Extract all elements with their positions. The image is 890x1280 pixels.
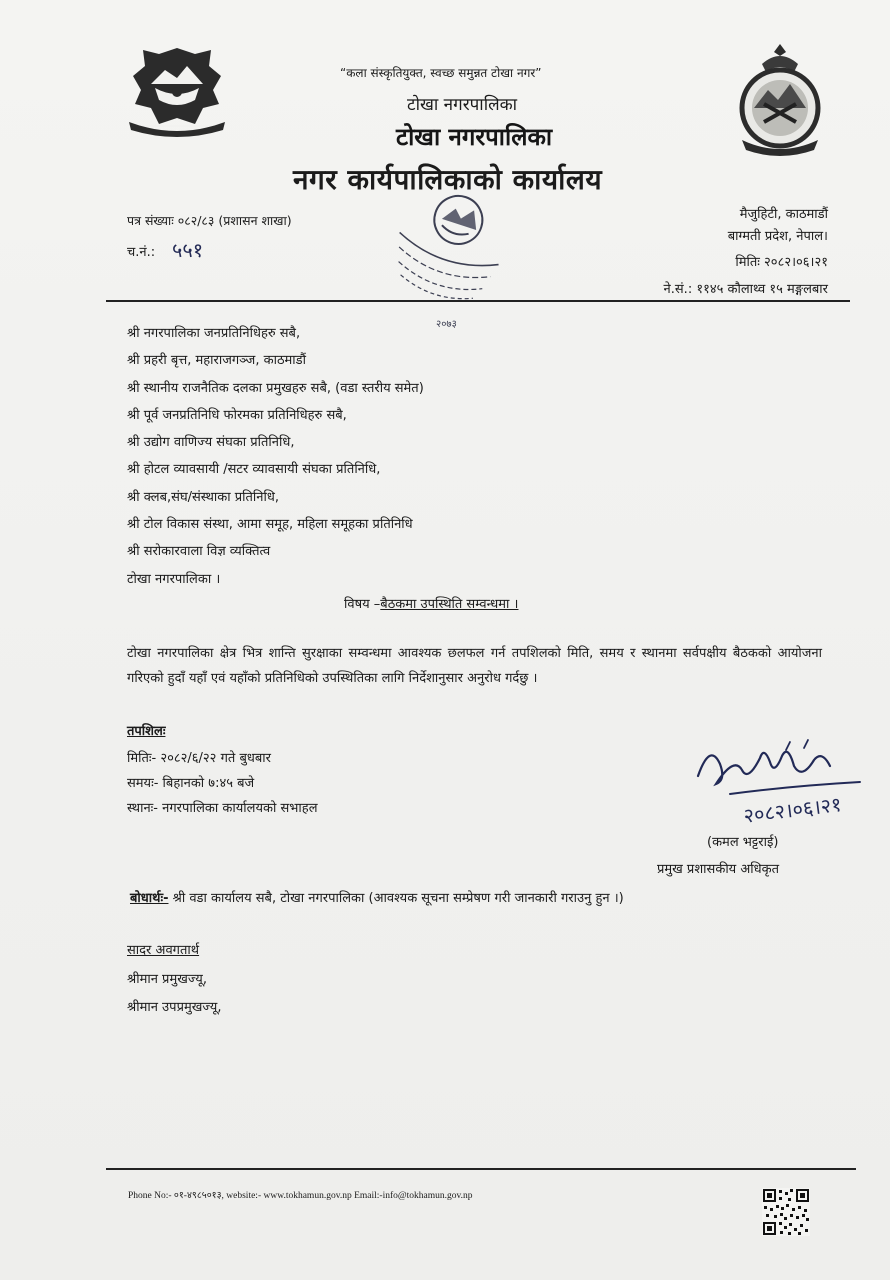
meeting-date: मितिः- २०८२/६/२२ गते बुधबार	[127, 751, 271, 766]
meeting-place: स्थानः- नगरपालिका कार्यालयको सभाहल	[127, 801, 318, 816]
recipient-item: श्री सरोकारवाला विज्ञ व्यक्तित्व	[127, 544, 271, 560]
org-name-stylized: टोखा नगरपालिका	[396, 122, 553, 151]
recipient-item: श्री स्थानीय राजनैतिक दलका प्रमुखहरु सबै, (वडा स्तरीय समेत)	[127, 380, 424, 396]
office-title: नगर कार्यपालिकाको कार्यालय	[293, 163, 603, 196]
stamp-number: २०७३	[436, 319, 457, 330]
info-list	[127, 966, 221, 1022]
address-line1: मैजुहिटी, काठमाडौं	[739, 207, 828, 222]
signature-date: २०८२।०६।२१	[742, 791, 843, 828]
motto: “कला संस्कृतियुक्त, स्वच्छ समुन्नत टोखा नगर”	[340, 66, 542, 80]
recipient-item: श्री उद्योग वाणिज्य संघका प्रतिनिधि,	[127, 435, 295, 451]
letter-date: मितिः २०८२।०६।२१	[735, 255, 828, 270]
subject-prefix: विषय –	[344, 597, 381, 612]
challan-number: ५५१	[172, 238, 204, 262]
recipient-item: श्री टोल विकास संस्था, आमा समूह, महिला समूहका प्रतिनिधि	[127, 517, 413, 533]
nepal-sambat-date: ने.सं.: ११४५ कौलाथ्व १५ मङ्गलबार	[663, 282, 828, 297]
cc-line	[130, 888, 624, 906]
nepal-coat-of-arms-icon	[125, 44, 229, 136]
address-line2: बाग्मती प्रदेश, नेपाल।	[727, 229, 828, 244]
recipient-item: श्री क्लब,संघ/संस्थाका प्रतिनिधि,	[127, 489, 280, 505]
challan-label: च.नं.:	[127, 245, 156, 260]
recipient-list	[127, 320, 424, 593]
recipient-item: टोखा नगरपालिका ।	[127, 571, 221, 587]
subject-line	[344, 594, 518, 612]
letter-number: पत्र संख्याः ०८२/८३ (प्रशासन शाखा)	[127, 213, 292, 228]
recipient-item: श्री प्रहरी बृत्त, महाराजगञ्ज, काठमाडौं	[127, 353, 306, 369]
office-stamp-icon	[376, 188, 516, 312]
footer-divider	[106, 1168, 856, 1170]
signer-name: (कमल भट्टराई)	[707, 835, 779, 850]
recipient-item: श्री पूर्व जनप्रतिनिधि फोरमका प्रतिनिधिहरु सबै,	[127, 407, 347, 423]
signer-title: प्रमुख प्रशासकीय अधिकृत	[657, 862, 780, 877]
recipient-item: श्री होटल व्यावसायी /सटर व्यावसायी संघका प्रतिनिधि,	[127, 462, 381, 478]
footer-contact: Phone No:- ०१-४९८५०१३, website:- www.tokhamun.gov.np Email:-info@tokhamun.gov.np	[128, 1191, 473, 1201]
subject-text: बैठकमा उपस्थिति सम्वन्धमा ।	[380, 597, 519, 612]
cc-label: बोधार्थः-	[130, 891, 169, 906]
tokha-municipality-logo-icon	[734, 42, 826, 158]
info-item: श्रीमान उपप्रमुखज्यू,	[127, 1000, 222, 1015]
letter-body: टोखा नगरपालिका क्षेत्र भित्र शान्ति सुरक्षाका सम्वन्धमा आवश्यक छलफल गर्न तपशिलको मिति, समय र स्थानमा सर्वपक्षीय बैठकको आयोजना गरिएको हुदाँ यहाँ एवं यहाँको प्रतिनिधिको उपस्थितिका लागि निर्देशानुसार अनुरोध गर्दछु ।	[127, 646, 822, 686]
header-divider	[106, 300, 850, 302]
details-heading: तपशिलः	[127, 724, 166, 739]
meeting-time: समयः- बिहानको ७:४५ बजे	[127, 776, 255, 791]
recipient-item: श्री नगरपालिका जनप्रतिनिधिहरु सबै,	[127, 326, 301, 341]
info-heading: सादर अवगतार्थ	[127, 943, 200, 958]
info-item: श्रीमान प्रमुखज्यू,	[127, 972, 207, 987]
meeting-details	[127, 746, 318, 821]
qr-code-icon	[762, 1188, 810, 1236]
cc-text: श्री वडा कार्यालय सबै, टोखा नगरपालिका (आवश्यक सूचना सम्प्रेषण गरी जानकारी गराउनु हुन ।)	[168, 891, 624, 906]
org-name: टोखा नगरपालिका	[407, 95, 518, 115]
